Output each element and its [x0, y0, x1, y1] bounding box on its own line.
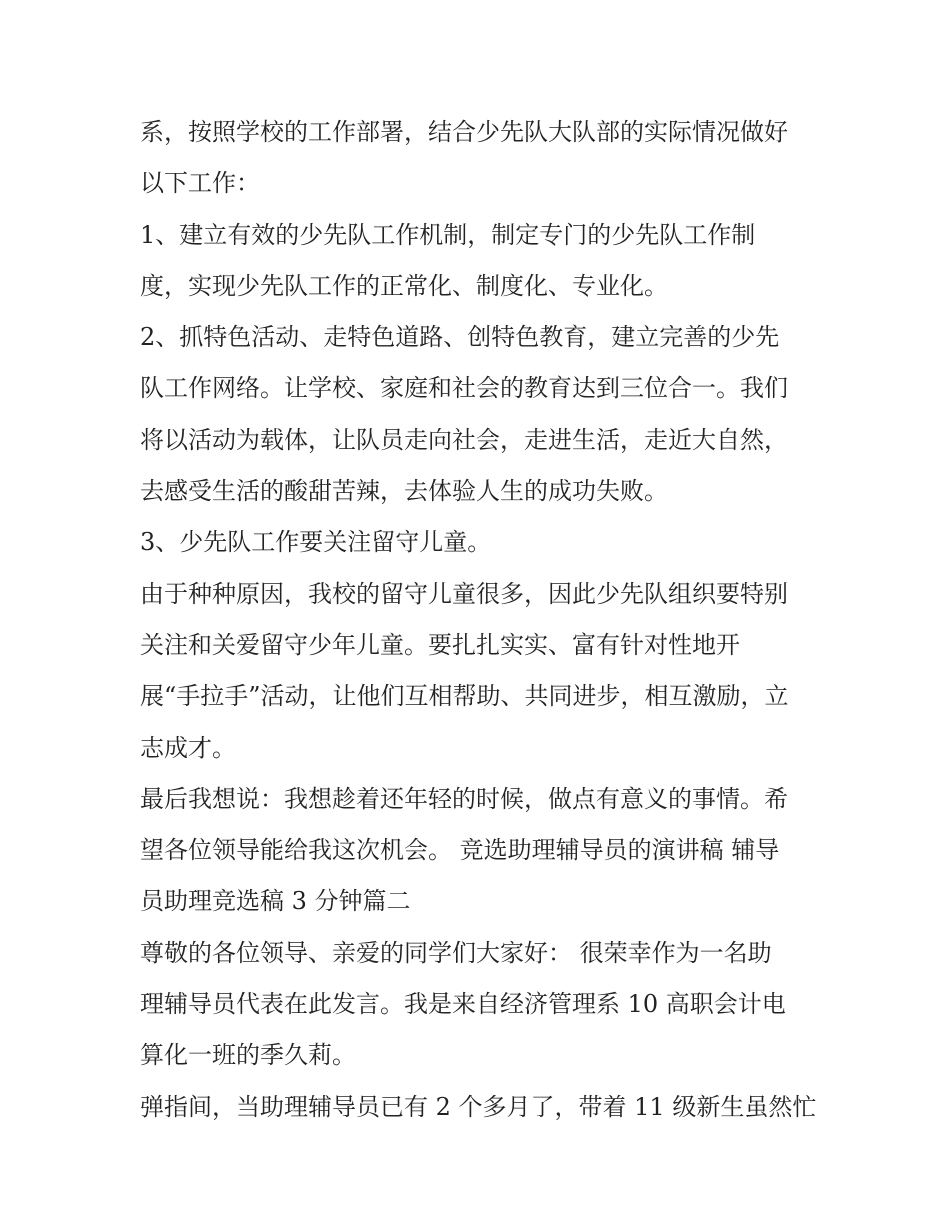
text-line: 关注和关爱留守少年儿童。要扎扎实实、富有针对性地开: [140, 630, 740, 659]
text-line: 系，按照学校的工作部署，结合少先队大队部的实际情况做好: [140, 118, 788, 146]
text-line: 2、抓特色活动、走特色道路、创特色教育，建立完善的少先: [140, 323, 780, 352]
text-line: 去感受生活的酸甜苦辣，去体验人生的成功失败。: [140, 477, 668, 506]
text-line: 望各位领导能给我这次机会。 竞选助理辅导员的演讲稿 辅导: [140, 836, 780, 865]
text-line: 由于种种原因，我校的留守儿童很多，因此少先队组织要特别: [140, 579, 788, 608]
text-line: 算化一班的季久莉。: [140, 1041, 356, 1070]
text-line: 3、少先队工作要关注留守儿童。: [140, 528, 492, 557]
text-line: 员助理竞选稿 3 分钟篇二: [140, 887, 411, 916]
text-line: 度，实现少先队工作的正常化、制度化、专业化。: [140, 271, 668, 300]
text-line: 尊敬的各位领导、亲爱的同学们大家好： 很荣幸作为一名助: [140, 938, 772, 967]
text-line: 1、建立有效的少先队工作机制，制定专门的少先队工作制: [140, 220, 756, 249]
text-line: 理辅导员代表在此发言。我是来自经济管理系 10 高职会计电: [140, 990, 786, 1019]
document-body: [140, 107, 820, 1133]
text-line: 志成才。: [140, 733, 236, 762]
text-line: 以下工作：: [140, 169, 260, 198]
text-line: 队工作网络。让学校、家庭和社会的教育达到三位合一。我们: [140, 374, 788, 403]
text-line: 展“手拉手”活动，让他们互相帮助、共同进步，相互激励，立: [140, 682, 789, 711]
text-line: 将以活动为载体，让队员走向社会，走进生活，走近大自然，: [140, 425, 788, 454]
text-line: 最后我想说：我想趁着还年轻的时候，做点有意义的事情。希: [140, 784, 788, 813]
text-line: 弹指间，当助理辅导员已有 2 个多月了，带着 11 级新生虽然忙: [140, 1092, 817, 1121]
